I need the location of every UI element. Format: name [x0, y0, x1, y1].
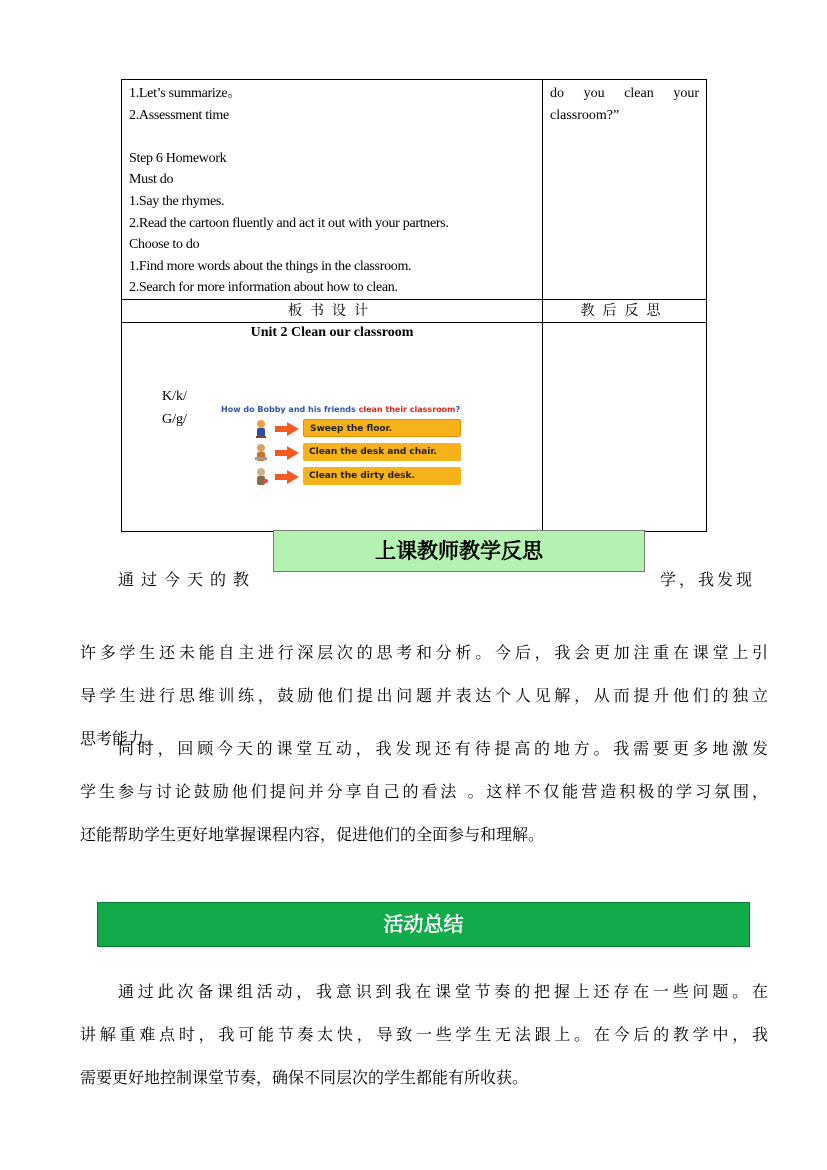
arrow-right-icon [275, 446, 299, 460]
action-clean-dirty-desk: Clean the dirty desk. [303, 467, 461, 485]
teaching-procedure-cell [122, 80, 543, 300]
intent-line: do you clean your [550, 86, 699, 101]
teacher-reflection-banner: 上课教师教学反思 [273, 530, 645, 572]
friend-figure-icon [253, 467, 269, 487]
procedure-line: 1.Let’s summarize。 [129, 86, 242, 101]
procedure-line: 2.Read the cartoon fluently and act it out with your partners. [129, 215, 449, 231]
procedure-line: Must do [129, 172, 174, 188]
phonics-k: K/k/ [162, 388, 187, 404]
paragraph-line: 学生参与讨论鼓励他们提问并分享自己的看法 。这样不仅能营造积极的学习氛围， [80, 782, 768, 801]
procedure-line: 1.Say the rhymes. [129, 193, 225, 209]
arrow-right-icon [275, 470, 299, 484]
teaching-procedure [122, 80, 542, 299]
reflection-paragraph-2 [80, 727, 768, 856]
procedure-line: Step 6 Homework [129, 150, 227, 166]
board-design-cell [122, 322, 543, 531]
paragraph-line: 还能帮助学生更好地掌握课程内容，促进他们的全面参与和理解。 [80, 825, 545, 844]
intent-cell [543, 80, 707, 300]
paragraph-line: 许多学生还未能自主进行深层次的思考和分析。今后，我会更加注重在课堂上引 [80, 643, 768, 662]
lesson-plan-table [121, 79, 707, 532]
board-title: Unit 2 Clean our classroom [250, 324, 414, 340]
summary-paragraph [80, 970, 768, 1099]
procedure-line: 1.Find more words about the things in the classroom. [129, 258, 412, 274]
reflection-line1-left: 通过今天的教 [118, 570, 257, 589]
after-class-reflection-cell [543, 322, 707, 531]
paragraph-line: 讲解重难点时，我可能节奏太快，导致一些学生无法跟上。在今后的教学中，我 [80, 1025, 768, 1044]
procedure-line: Choose to do [129, 237, 200, 253]
activity-summary-banner: 活动总结 [97, 902, 750, 947]
action-sweep-floor: Sweep the floor. [303, 419, 461, 437]
arrow-right-icon [275, 422, 299, 436]
intent-text [543, 80, 706, 126]
cleaning-picture [215, 402, 468, 502]
action-row [253, 443, 463, 463]
bobby-cat-icon [253, 419, 269, 439]
board-design-header: 板书设计 [122, 299, 543, 322]
friend-figure-icon [253, 443, 269, 463]
phonics-g: G/g/ [162, 411, 187, 427]
paragraph-line: 导学生进行思维训练，鼓励他们提出问题并表达个人见解，从而提升他们的独立 [80, 686, 768, 705]
procedure-line: 2.Search for more information about how to clean. [129, 280, 398, 296]
paragraph-line: 同时，回顾今天的课堂互动，我发现还有待提高的地方。我需要更多地激发 [118, 739, 768, 758]
after-class-reflection-header: 教后反思 [543, 299, 707, 322]
action-row [253, 419, 463, 439]
paragraph-line: 思考能力。 [80, 729, 161, 748]
paragraph-line: 通过此次备课组活动，我意识到我在课堂节奏的把握上还存在一些问题。在 [118, 982, 768, 1001]
reflection-line1-right: 学，我发现 [660, 570, 756, 589]
intent-line: classroom?” [550, 107, 620, 123]
action-row [253, 467, 463, 487]
procedure-blank-line [129, 126, 542, 148]
paragraph-line: 需要更好地控制课堂节奏，确保不同层次的学生都能有所收获。 [80, 1068, 529, 1087]
action-clean-desk-chair: Clean the desk and chair. [303, 443, 461, 461]
procedure-line: 2.Assessment time [129, 107, 229, 123]
picture-question: How do Bobby and his friends clean their classroom? [221, 404, 461, 414]
